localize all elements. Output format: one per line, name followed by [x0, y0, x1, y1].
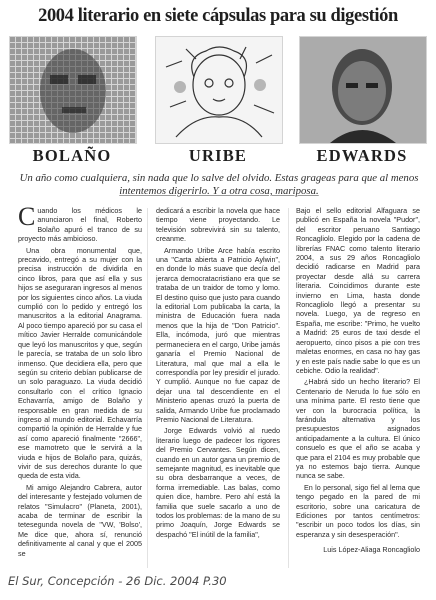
deck	[14, 172, 424, 198]
name-uribe: URIBE	[188, 146, 248, 165]
col1-paragraph-3: Mi amigo Alejandro Cabrera, autor del interesante y festejado volumen de relatos "Simulacro" (Planeta, 2001), acaba de terminar de escribir la tetesegunda novela de "VW, 'Bolso', Me dice que, ahora sí, renunció definitivamente al canal y que el 2005 se	[18, 482, 142, 558]
headline: 2004 literario en siete cápsulas para su digestión	[38, 6, 398, 26]
dropcap: C	[18, 206, 36, 231]
col2-paragraph-3: Jorge Edwards volvió al ruedo literario luego de padecer los rigores del Premio Cervantes. Según dicen, cuando en un autor gana un premio de semejante magnitud, es inevitable que su obra desbarranque a veces, de forma irremediable. Las balas, como quien dice, hambre. Pero ahí está la familia que suele sacarlo a uno de todos los problemas: de la mano de su primo Joaquín, Jorge Edwards se despachó "El inútil de la familia",	[156, 426, 280, 539]
clipping-note: El Sur, Concepción - 26 Dic. 2004 P.30	[8, 574, 227, 588]
edwards-photo	[300, 37, 426, 143]
column-3	[296, 206, 420, 570]
portrait-edwards	[299, 36, 427, 144]
deck-line-1: Un año como cualquiera, sin nada que lo salve del olvido. Estas grageas para que al menos	[19, 172, 419, 184]
col1-paragraph-1-text: uando los médicos le anunciaron el final, Roberto Bolaño apuró el tranco de su proyecto más ambicioso.	[18, 206, 142, 244]
column-divider-2	[288, 208, 289, 568]
name-edwards: EDWARDS	[316, 146, 408, 165]
col3-paragraph-3: En lo personal, sigo fiel al lema que tengo pegado en la pared de mi escritorio, sobre una caricatura de Ediciones por tantos centímetros: "escribir un poco todos los días, sin esperanza y sin desesperación".	[296, 482, 420, 539]
column-divider-1	[147, 208, 148, 568]
col3-paragraph-1: Bajo el sello editorial Alfaguara se publicó en España la novela "Pudor", del escritor peruano Santiago Roncagliolo. Elegido por la cadena de librerías FNAC como talento literario 2004, a sus 29 años Roncagliolo decidió radicarse en Madrid para proyectar desde allá su carrera literaria. Coincidimos durante este invierno en Lima, hasta donde Roncagliolo llegó a presentar su novela. Luego, ya de regreso en España, me escribe: "Primo, he vuelto a Madrid: 25 euros de taxi desde el aeropuerto, cinco pisos a pie con tres maletas enormes, en casa no hay gas y en este país nadie sabe lo que es un cebiche. Odio la realidad".	[296, 206, 420, 375]
column-1	[18, 206, 142, 570]
col2-paragraph-2: Armando Uribe Arce había escrito una "Carta abierta a Patricio Aylwin", en donde lo más suave que decía del jerarca democratacristiano era que se trataba de un traidor de tomo y lomo. El destino quiso que justo para cuando la editorial Lom publicaba la carta, la ministra de Educación fuera nada menos que la hija de "Don Patricio". Ella, incómoda, juró que mientras permaneciera en el cargo, Uribe jamás ganaría el Premio Nacional de Literatura, mal que mal a ella le correspondía por ley presidir el jurado. Y cumplió. Aunque no fue capaz de dejar una tal descendiente en el Ministerio apenas cruzó la puerta de salida, Armando Uribe fue proclamado Premio Nacional de Literatura.	[156, 245, 280, 424]
portrait-bolano	[9, 36, 137, 144]
col2-paragraph-1: dedicará a escribir la novela que hace tiempo viene proyectando. Le televisión sobrevivirá sin su talento, creanme.	[156, 206, 280, 244]
col1-paragraph-1	[18, 206, 142, 244]
uribe-sketch	[156, 37, 282, 143]
column-2	[156, 206, 280, 570]
col1-paragraph-2: Una obra monumental que, precavido, entregó a su mujer con la precisa instrucción de dividirla en cinco libros, para que así ella y sus hijos se aseguraran ingresos al menos por los siguientes cinco años. La viuda cumplió con lo pedido y entregó los manuscritos a la editorial Anagrama. Al poco tiempo apareció por su casa el mítico Javier Herralde comunicándole que leyó los manuscritos y que, según le parecía, se trataba de un solo libro inmenso. Que decidiera ella, pero que según su criterio debían publicarse de un solo paraguazo. La viuda decidió consultarlo con el crítico Ignacio Echavarría, amigo de Bolaño y responsable en gran medida de su ingreso al mundo editorial. Echavarría compartió la opinión de Herralde y fue así como apareció finalmente "2666", ese mamotreto que le servirá a la viuda e hijos de Bolaño para, quizás, vivir de sus derechos durante lo que queda de esta vida.	[18, 245, 142, 481]
signature: Luis López-Aliaga Roncagliolo	[323, 545, 420, 555]
name-bolano: BOLAÑO	[32, 146, 112, 165]
col3-paragraph-2: ¿Habrá sido un hecho literario? El Centenario de Neruda lo fue sólo en una mínima parte. El resto tiene que ver con la burocracia política, la farándula alternativa y los presupuestos asignados anticipadamente a la cultura. El único consuelo es que el año se acaba y que para el 2104 es muy probable que ya no estemos bajo tierra. Aunque nunca se sabe.	[296, 377, 420, 481]
deck-line-2: intentemos digerirlo. Y a otra cosa, mariposa.	[119, 185, 319, 197]
portrait-uribe	[155, 36, 283, 144]
bolano-pixel-portrait	[10, 37, 136, 143]
